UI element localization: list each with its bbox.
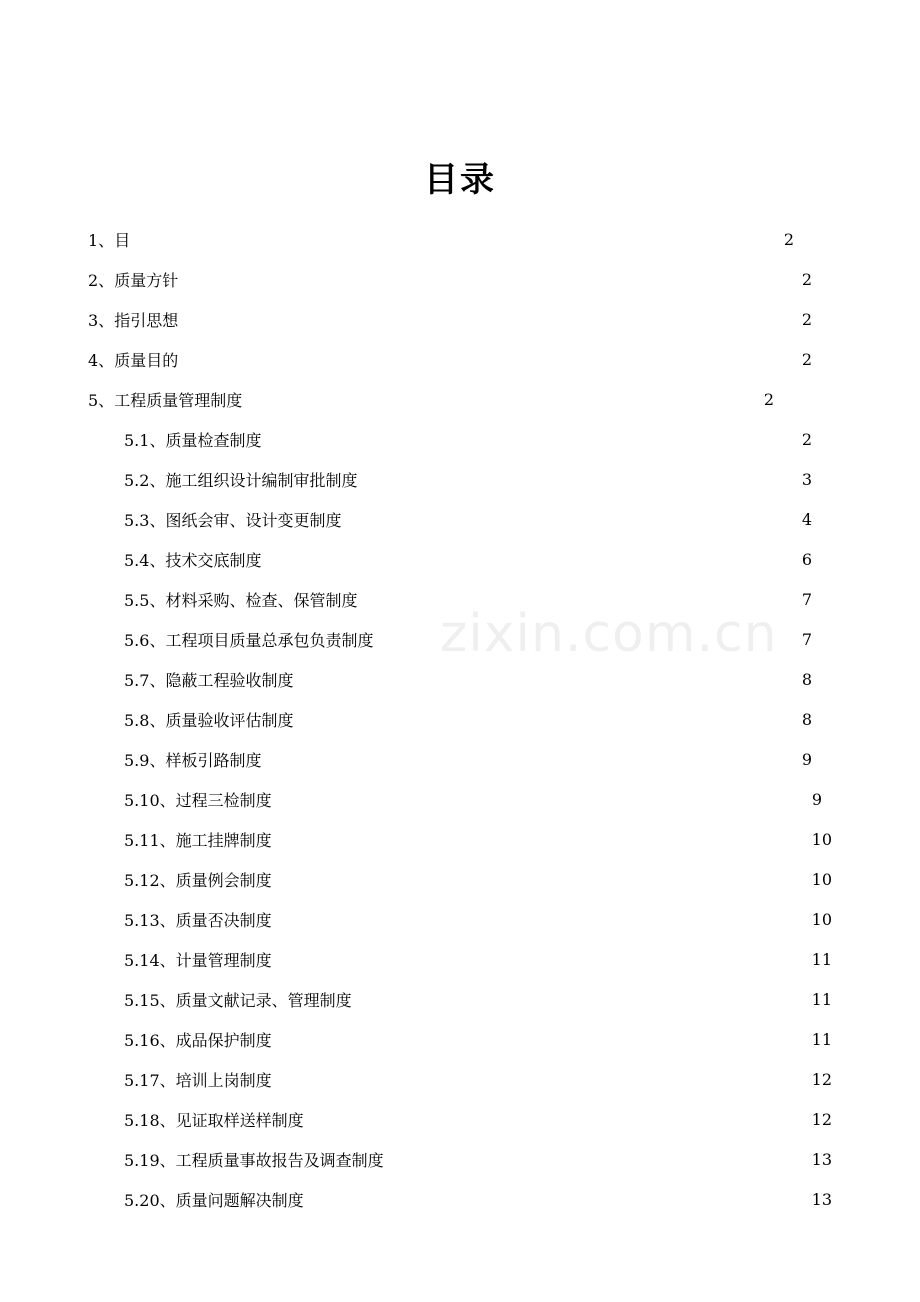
toc-leader-dots <box>294 671 800 687</box>
toc-entry-label: 技术交底制度 <box>165 550 262 570</box>
toc-entry-label: 工程项目质量总承包负责制度 <box>165 630 374 650</box>
toc-entry-page: 3 <box>801 469 812 489</box>
toc-leader-dots <box>358 591 800 607</box>
toc-entry-number: 5.17、 <box>124 1070 176 1090</box>
toc-entry-number: 3、 <box>88 310 115 330</box>
toc-entry-page: 7 <box>801 629 812 649</box>
toc-entry-number: 5.1、 <box>124 430 166 450</box>
toc-entry-number: 5.9、 <box>124 750 166 770</box>
toc-entry-number: 5.2、 <box>124 470 166 490</box>
toc-entry[interactable] <box>124 1062 832 1096</box>
toc-entry-page: 12 <box>811 1069 832 1089</box>
toc-entry-page: 11 <box>811 989 832 1009</box>
toc-leader-dots <box>262 751 800 767</box>
toc-entry[interactable] <box>124 622 812 656</box>
toc-leader-dots <box>273 831 811 847</box>
toc-entry-number: 5.11、 <box>124 830 176 850</box>
toc-leader-dots <box>262 431 800 447</box>
toc-entry-label: 工程质量管理制度 <box>114 390 243 410</box>
toc-entry-label: 质量验收评估制度 <box>165 710 294 730</box>
toc-entry-label: 隐蔽工程验收制度 <box>165 670 294 690</box>
toc-entry-number: 5.8、 <box>124 710 166 730</box>
toc-entry-page: 10 <box>811 909 832 929</box>
toc-entry[interactable] <box>124 542 812 576</box>
toc-leader-dots <box>374 631 800 647</box>
toc-entry[interactable] <box>124 902 832 936</box>
toc-entry-label: 工程质量事故报告及调查制度 <box>175 1150 384 1170</box>
toc-entry-page: 10 <box>811 869 832 889</box>
toc-leader-dots <box>353 991 811 1007</box>
toc-entry-page: 11 <box>811 1029 832 1049</box>
toc-entry[interactable] <box>124 1182 832 1216</box>
toc-entry-label: 质量问题解决制度 <box>175 1190 304 1210</box>
toc-entry-page: 2 <box>801 429 812 449</box>
toc-entry-page: 11 <box>811 949 832 969</box>
toc-entry-number: 4、 <box>88 350 115 370</box>
toc-leader-dots <box>179 271 801 287</box>
toc-entry-label: 施工组织设计编制审批制度 <box>165 470 358 490</box>
toc-entry-page: 2 <box>801 269 812 289</box>
toc-entry-page: 4 <box>801 509 812 529</box>
toc-entry-number: 5.19、 <box>124 1150 176 1170</box>
toc-entry-number: 5.7、 <box>124 670 166 690</box>
toc-entry-label: 施工挂牌制度 <box>175 830 272 850</box>
toc-entry[interactable] <box>124 862 832 896</box>
toc-entry-page: 13 <box>811 1149 832 1169</box>
toc-entry[interactable] <box>124 1102 832 1136</box>
toc-entry-number: 5.5、 <box>124 590 166 610</box>
toc-leader-dots <box>179 311 801 327</box>
toc-entry-number: 5.13、 <box>124 910 176 930</box>
toc-entry[interactable] <box>124 502 812 536</box>
toc-entry[interactable] <box>124 782 822 816</box>
toc-entry[interactable] <box>124 1142 832 1176</box>
toc-entry-number: 5.6、 <box>124 630 166 650</box>
toc-entry-label: 样板引路制度 <box>165 750 262 770</box>
toc-entry[interactable] <box>124 662 812 696</box>
toc-entry-label: 质量目的 <box>114 350 179 370</box>
toc-entry-label: 见证取样送样制度 <box>175 1110 304 1130</box>
toc-entry-number: 5.3、 <box>124 510 166 530</box>
toc-leader-dots <box>273 1071 811 1087</box>
toc-entry-label: 计量管理制度 <box>175 950 272 970</box>
toc-entry[interactable] <box>88 302 812 336</box>
toc-entry-page: 9 <box>801 749 812 769</box>
toc-entry-page: 10 <box>811 829 832 849</box>
toc-entry-page: 8 <box>801 669 812 689</box>
toc-entry[interactable] <box>124 942 832 976</box>
toc-entry-label: 过程三检制度 <box>175 790 272 810</box>
toc-entry[interactable] <box>88 222 794 256</box>
toc-entry-number: 1、 <box>88 230 115 250</box>
toc-entry-page: 2 <box>783 229 794 249</box>
toc-entry-number: 5.15、 <box>124 990 176 1010</box>
toc-entry-number: 5.10、 <box>124 790 176 810</box>
toc-entry[interactable] <box>124 702 812 736</box>
toc-entry-label: 质量例会制度 <box>175 870 272 890</box>
toc-leader-dots <box>273 791 811 807</box>
toc-leader-dots <box>273 1031 811 1047</box>
toc-entry-number: 5.16、 <box>124 1030 176 1050</box>
toc-entry-page: 7 <box>801 589 812 609</box>
toc-entry[interactable] <box>124 462 812 496</box>
toc-leader-dots <box>294 711 800 727</box>
toc-entry-number: 5.18、 <box>124 1110 176 1130</box>
toc-leader-dots <box>273 871 811 887</box>
toc-leader-dots <box>305 1191 811 1207</box>
toc-entry-label: 质量文献记录、管理制度 <box>175 990 352 1010</box>
toc-leader-dots <box>262 551 800 567</box>
toc-entry-number: 5.12、 <box>124 870 176 890</box>
toc-entry-label: 目 <box>114 230 131 250</box>
toc-entry-label: 质量检查制度 <box>165 430 262 450</box>
toc-leader-dots <box>305 1111 811 1127</box>
toc-entry[interactable] <box>124 422 812 456</box>
toc-entry[interactable] <box>88 262 812 296</box>
toc-entry-page: 2 <box>801 309 812 329</box>
toc-leader-dots <box>358 471 800 487</box>
toc-entry-number: 5.4、 <box>124 550 166 570</box>
toc-entry-number: 5.14、 <box>124 950 176 970</box>
toc-leader-dots <box>243 391 763 407</box>
toc-entry-label: 培训上岗制度 <box>175 1070 272 1090</box>
toc-entry-page: 2 <box>763 389 774 409</box>
toc-entry-page: 2 <box>801 349 812 369</box>
toc-entry[interactable] <box>124 822 832 856</box>
toc-entry-number: 2、 <box>88 270 115 290</box>
toc-leader-dots <box>385 1151 811 1167</box>
toc-entry-label: 成品保护制度 <box>175 1030 272 1050</box>
toc-entry-page: 6 <box>801 549 812 569</box>
page-title: 目录 <box>424 160 496 200</box>
toc-entry-label: 质量方针 <box>114 270 179 290</box>
toc-entry[interactable] <box>124 742 812 776</box>
toc-entry-page: 9 <box>811 789 822 809</box>
toc-entry[interactable] <box>124 982 832 1016</box>
toc-leader-dots <box>273 911 811 927</box>
toc-leader-dots <box>273 951 811 967</box>
toc-entry-label: 图纸会审、设计变更制度 <box>165 510 342 530</box>
toc-entry-page: 12 <box>811 1109 832 1129</box>
toc-entry-page: 8 <box>801 709 812 729</box>
toc-entry-number: 5、 <box>88 390 115 410</box>
toc-entry[interactable] <box>88 382 774 416</box>
toc-entry[interactable] <box>88 342 812 376</box>
toc-entry[interactable] <box>124 1022 832 1056</box>
toc-leader-dots <box>342 511 800 527</box>
toc-entry[interactable] <box>124 582 812 616</box>
toc-entry-label: 指引思想 <box>114 310 179 330</box>
toc-entry-page: 13 <box>811 1189 832 1209</box>
toc-leader-dots <box>131 231 783 247</box>
toc-entry-number: 5.20、 <box>124 1190 176 1210</box>
toc-leader-dots <box>179 351 801 367</box>
toc-entry-label: 质量否决制度 <box>175 910 272 930</box>
toc-entry-label: 材料采购、检查、保管制度 <box>165 590 358 610</box>
